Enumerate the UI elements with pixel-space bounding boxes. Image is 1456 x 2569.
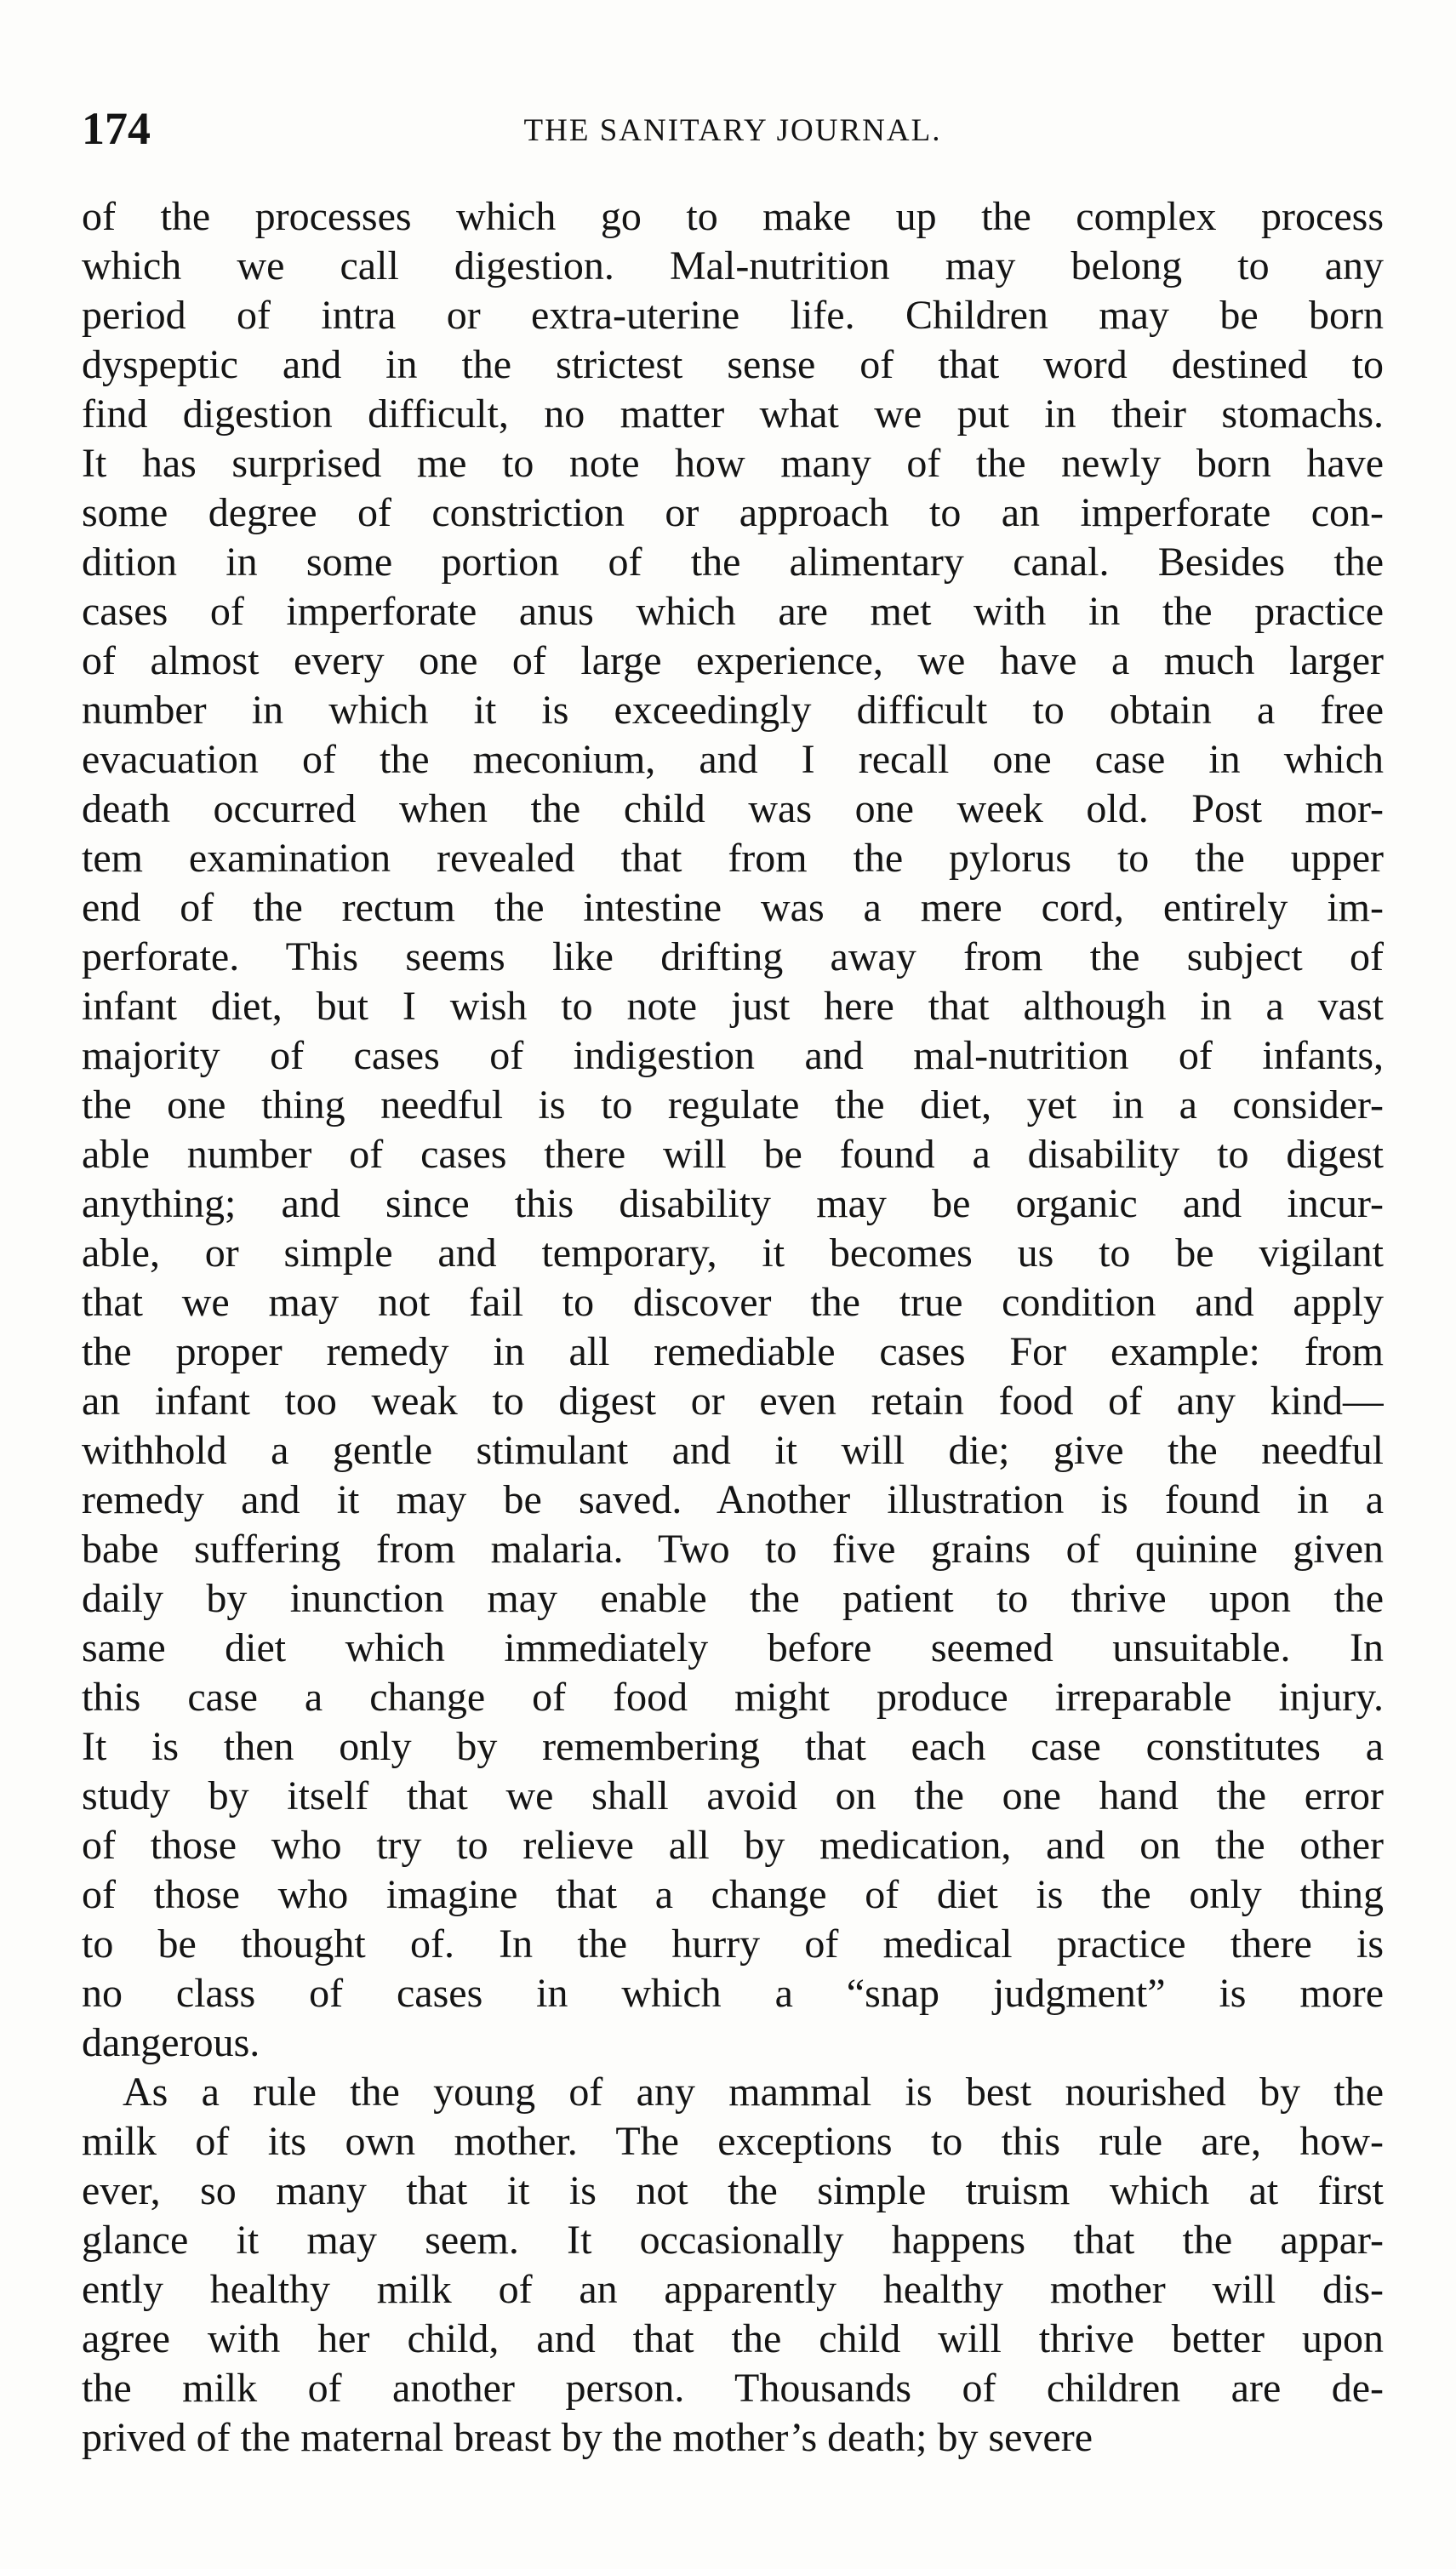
text-line: which we call digestion. Mal-nutrition may belong to any [82,243,1384,288]
text-line: some degree of constriction or approach to an imperforate con- [82,490,1384,535]
text-line: same diet which immediately before seemed unsuitable. In [82,1625,1384,1670]
text-line: the milk of another person. Thousands of children are de- [82,2366,1384,2411]
journal-title: THE SANITARY JOURNAL. [523,113,942,148]
text-line: ever, so many that it is not the simple truism which at first [82,2168,1384,2213]
text-line: study by itself that we shall avoid on the one hand the error [82,1773,1384,1818]
text-line: dangerous. [82,2020,260,2065]
text-line: an infant too weak to digest or even retain food of any kind— [82,1379,1384,1424]
text-line: the proper remedy in all remediable cases For example: from [82,1329,1384,1374]
text-line: As a rule the young of any mammal is best nourished by the [123,2069,1384,2115]
text-line: milk of its own mother. The exceptions to this rule are, how- [82,2119,1384,2164]
text-line: end of the rectum the intestine was a mere cord, entirely im- [82,885,1384,930]
text-line: anything; and since this disability may be organic and incur- [82,1181,1384,1226]
text-line: glance it may seem. It occasionally happens that the appar- [82,2218,1384,2263]
text-line: It is then only by remembering that each case constitutes a [82,1724,1384,1769]
text-line: death occurred when the child was one week old. Post mor- [82,786,1384,831]
text-line: majority of cases of indigestion and mal-nutrition of infants, [82,1033,1384,1078]
text-line: of those who imagine that a change of diet is the only thing [82,1872,1384,1917]
text-line: remedy and it may be saved. Another illustration is found in a [82,1477,1384,1522]
text-line: of almost every one of large experience, we have a much larger [82,638,1384,683]
text-line: agree with her child, and that the child will thrive better upon [82,2316,1384,2361]
text-line: perforate. This seems like drifting away from the subject of [82,934,1384,979]
text-line: period of intra or extra-uterine life. Children may be born [82,293,1384,338]
text-line: cases of imperforate anus which are met with in the practice [82,589,1384,634]
text-line: this case a change of food might produce irreparable injury. [82,1675,1384,1720]
text-line: prived of the maternal breast by the mother’s death; by severe [82,2415,1093,2460]
text-line: It has surprised me to note how many of the newly born have [82,441,1384,486]
running-head [82,99,1384,158]
body-text [82,192,1384,2463]
paragraph-mother-milk [82,2068,1384,2463]
text-line: infant diet, but I wish to note just here that although in a vast [82,984,1384,1029]
text-line: able number of cases there will be found a disability to digest [82,1132,1384,1177]
text-line: tem examination revealed that from the pylorus to the upper [82,836,1384,881]
text-line: evacuation of the meconium, and I recall one case in which [82,737,1384,782]
text-line: daily by inunction may enable the patient to thrive upon the [82,1576,1384,1621]
text-line: ently healthy milk of an apparently healthy mother will dis- [82,2267,1384,2312]
page-number: 174 [82,103,151,154]
text-line: dyspeptic and in the strictest sense of that word destined to [82,342,1384,387]
text-line: number in which it is exceedingly difficult to obtain a free [82,688,1384,733]
text-line: able, or simple and temporary, it becomes us to be vigilant [82,1230,1384,1276]
text-line: of the processes which go to make up the complex process [82,194,1384,239]
text-line: withhold a gentle stimulant and it will die; give the needful [82,1428,1384,1473]
text-line: the one thing needful is to regulate the diet, yet in a consider- [82,1082,1384,1128]
text-line: find digestion difficult, no matter what we put in their stomachs. [82,391,1384,437]
text-line: dition in some portion of the alimentary canal. Besides the [82,539,1384,585]
text-line: no class of cases in which a “snap judgment” is more [82,1971,1384,2016]
text-line: babe suffering from malaria. Two to five grains of quinine given [82,1527,1384,1572]
text-line: that we may not fail to discover the true condition and apply [82,1280,1384,1325]
text-line: to be thought of. In the hurry of medical practice there is [82,1921,1384,1967]
text-line: of those who try to relieve all by medication, and on the other [82,1823,1384,1868]
paragraph-digestion [82,192,1384,2068]
